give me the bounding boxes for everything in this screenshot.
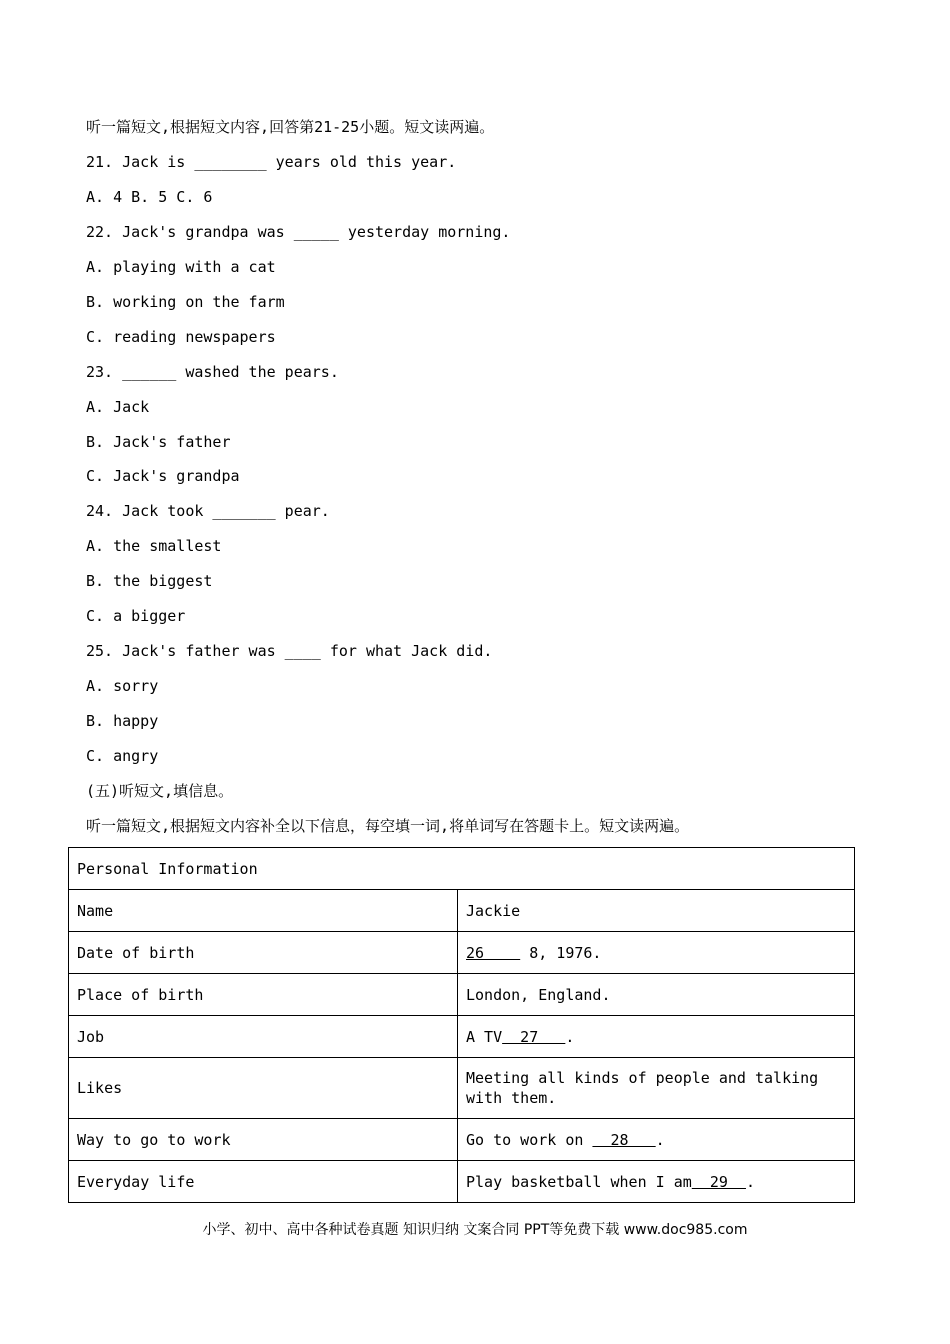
question-21: 21. Jack is ________ years old this year. — [86, 153, 457, 171]
question-25: 25. Jack's father was ____ for what Jack did. — [86, 642, 493, 660]
value-before: Go to work on — [466, 1130, 593, 1149]
answer-blank: 28 — [592, 1130, 656, 1149]
question-23-option-a: A. Jack — [86, 398, 150, 416]
question-22-option-b: B. working on the farm — [86, 293, 285, 311]
question-21-options: A. 4 B. 5 C. 6 — [86, 188, 213, 206]
row-value — [458, 932, 855, 974]
row-label: Way to go to work — [69, 1119, 458, 1161]
instruction-part4: 听一篇短文,根据短文内容,回答第21-25小题。短文读两遍。 — [86, 118, 495, 136]
row-label: Name — [69, 890, 458, 932]
row-label: Place of birth — [69, 974, 458, 1016]
answer-blank: 26 — [466, 943, 521, 962]
question-24-option-b: B. the biggest — [86, 572, 213, 590]
row-label: Date of birth — [69, 932, 458, 974]
row-value: London, England. — [458, 974, 855, 1016]
question-25-option-b: B. happy — [86, 712, 159, 730]
question-24-option-c: C. a bigger — [86, 607, 186, 625]
table-row — [69, 1016, 855, 1058]
table-row — [69, 1058, 855, 1119]
table-title-row — [69, 848, 855, 890]
row-label: Job — [69, 1016, 458, 1058]
table-title: Personal Information — [69, 848, 855, 890]
question-22-option-a: A. playing with a cat — [86, 258, 276, 276]
table-row — [69, 974, 855, 1016]
value-before: Play basketball when I am — [466, 1172, 692, 1191]
value-after: 8, 1976. — [520, 943, 602, 962]
row-value — [458, 1119, 855, 1161]
row-label: Everyday life — [69, 1161, 458, 1203]
row-value — [458, 1161, 855, 1203]
question-23-option-b: B. Jack's father — [86, 433, 231, 451]
value-after: . — [745, 1172, 755, 1191]
section5-heading: (五)听短文,填信息。 — [86, 782, 234, 800]
row-value — [458, 1016, 855, 1058]
page-footer: 小学、初中、高中各种试卷真题 知识归纳 文案合同 PPT等免费下载 www.doc985.com — [202, 1222, 748, 1238]
personal-information-table — [68, 847, 855, 1203]
table-row — [69, 890, 855, 932]
question-25-option-a: A. sorry — [86, 677, 159, 695]
value-before: A TV — [466, 1027, 503, 1046]
row-value: Meeting all kinds of people and talking with them. — [458, 1058, 855, 1119]
value-after: . — [565, 1027, 575, 1046]
question-24: 24. Jack took _______ pear. — [86, 502, 330, 520]
table-row — [69, 1119, 855, 1161]
question-22: 22. Jack's grandpa was _____ yesterday morning. — [86, 223, 511, 241]
answer-blank: 29 — [691, 1172, 746, 1191]
question-24-option-a: A. the smallest — [86, 537, 222, 555]
question-22-option-c: C. reading newspapers — [86, 328, 276, 346]
section5-instruction: 听一篇短文,根据短文内容补全以下信息，每空填一词,将单词写在答题卡上。短文读两遍。 — [86, 817, 690, 835]
answer-blank: 27 — [502, 1027, 566, 1046]
table-row — [69, 932, 855, 974]
value-after: . — [655, 1130, 665, 1149]
table-row — [69, 1161, 855, 1203]
question-25-option-c: C. angry — [86, 747, 159, 765]
row-label: Likes — [69, 1058, 458, 1119]
question-23: 23. ______ washed the pears. — [86, 363, 339, 381]
question-23-option-c: C. Jack's grandpa — [86, 467, 240, 485]
row-value: Jackie — [458, 890, 855, 932]
